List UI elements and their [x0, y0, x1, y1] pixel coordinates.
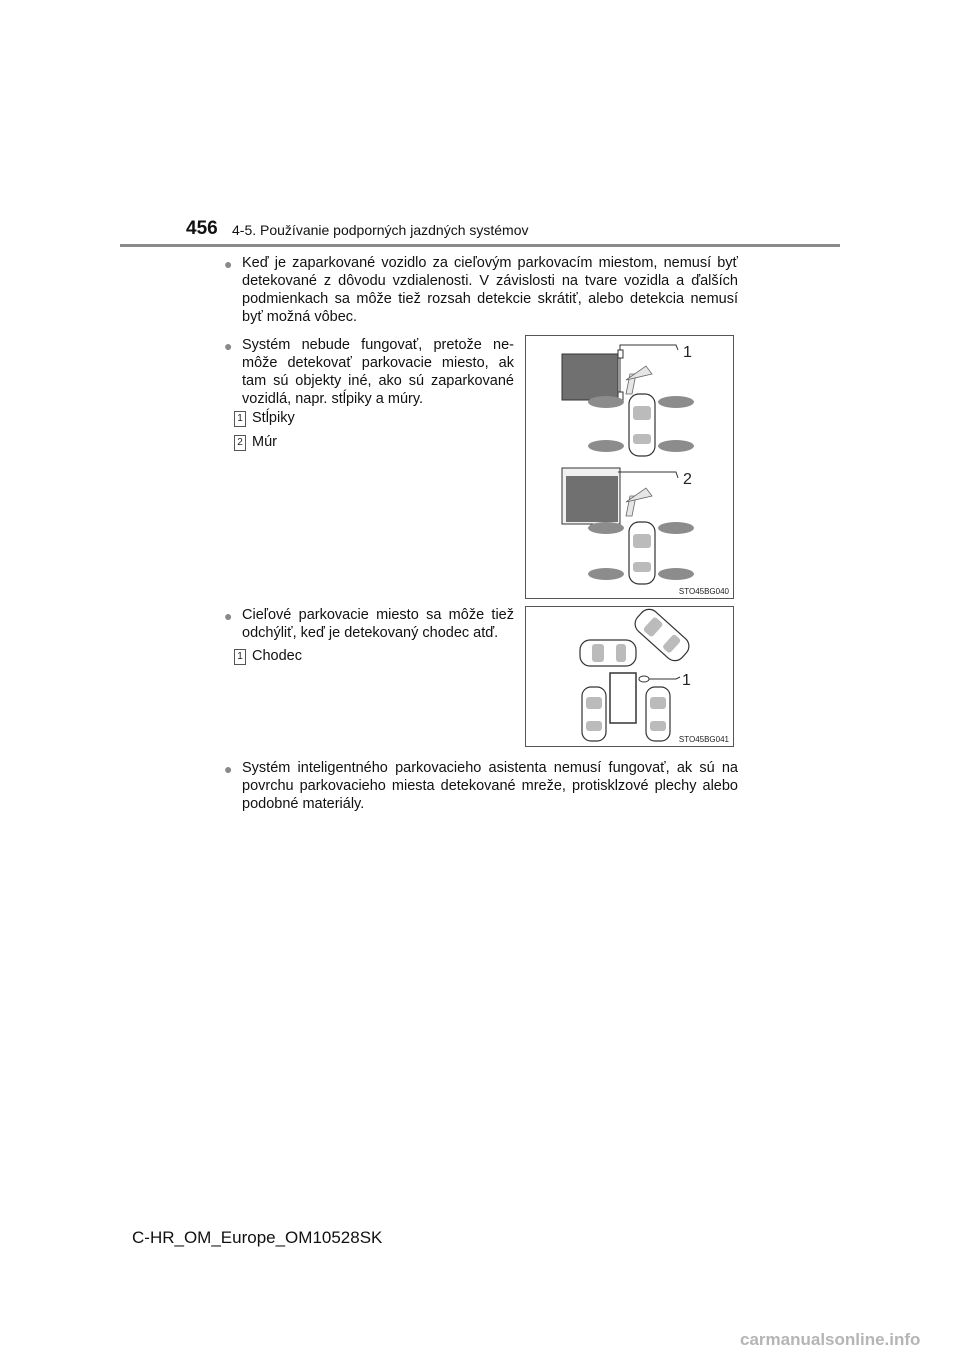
bullet-dot-icon: ●	[224, 608, 233, 624]
bullet-item	[224, 254, 738, 326]
callout-label: Chodec	[252, 648, 302, 664]
parking-diagram-2	[526, 607, 733, 746]
callout-number: 1	[234, 649, 246, 665]
header-rule	[120, 244, 840, 247]
svg-text:2: 2	[683, 471, 692, 488]
bullet-item	[224, 759, 738, 813]
callout-2	[237, 434, 277, 450]
callout-label: Múr	[252, 434, 277, 450]
svg-text:1: 1	[683, 344, 692, 361]
bullet-text: Keď je zaparkované vozidlo za cieľovým parkovacím miestom, nemusí byť detekované z dôvodu vzdialenosti. V závislosti na tvare vozidla a ďalších podmienkach sa môže tiež rozsah detekcie skrátiť, alebo detekcia nemusí byť možná vôbec.	[242, 255, 738, 325]
svg-text:1: 1	[682, 672, 691, 689]
bullet-dot-icon: ●	[224, 256, 233, 272]
figure-code: STO45BG040	[678, 587, 729, 596]
callout-number: 2	[234, 435, 246, 451]
bullet-text	[242, 606, 514, 642]
bullet-dot-icon: ●	[224, 761, 233, 777]
callout-1	[237, 648, 302, 664]
bullet-item	[224, 606, 514, 642]
section-title: 4-5. Používanie podporných jazdných systémov	[232, 222, 529, 238]
figure-code: STO45BG041	[678, 735, 729, 744]
callout-1	[237, 410, 295, 426]
bullet-line: Systém nebude fungovať, pretože ne-	[242, 337, 514, 353]
bullet-line: tam sú objekty iné, ako sú zaparkované	[242, 373, 514, 389]
bullet-line: odchýliť, keď je detekovaný chodec atď.	[242, 625, 499, 641]
page-number: 456	[186, 218, 218, 239]
watermark: carmanualsonline.info	[740, 1330, 921, 1349]
bullet-text	[242, 336, 514, 408]
bullet-line: vozidlá, napr. stĺpiky a múry.	[242, 391, 424, 407]
bullet-text: Systém inteligentného parkovacieho asistenta nemusí fungovať, ak sú na povrchu parkovacieho miesta detekované mreže, protisklzové plechy alebo podobné materiály.	[242, 760, 738, 812]
callout-number: 1	[234, 411, 246, 427]
parking-diagram-1	[526, 336, 733, 598]
footer-doc-id: C-HR_OM_Europe_OM10528SK	[132, 1228, 383, 1247]
bullet-line: Cieľové parkovacie miesto sa môže tiež	[242, 607, 514, 623]
figure-pillars-wall	[525, 335, 734, 599]
figure-pedestrian	[525, 606, 734, 747]
callout-label: Stĺpiky	[252, 410, 295, 426]
bullet-item	[224, 336, 514, 408]
bullet-line: môže detekovať parkovacie miesto, ak	[242, 355, 514, 371]
bullet-dot-icon: ●	[224, 338, 233, 354]
